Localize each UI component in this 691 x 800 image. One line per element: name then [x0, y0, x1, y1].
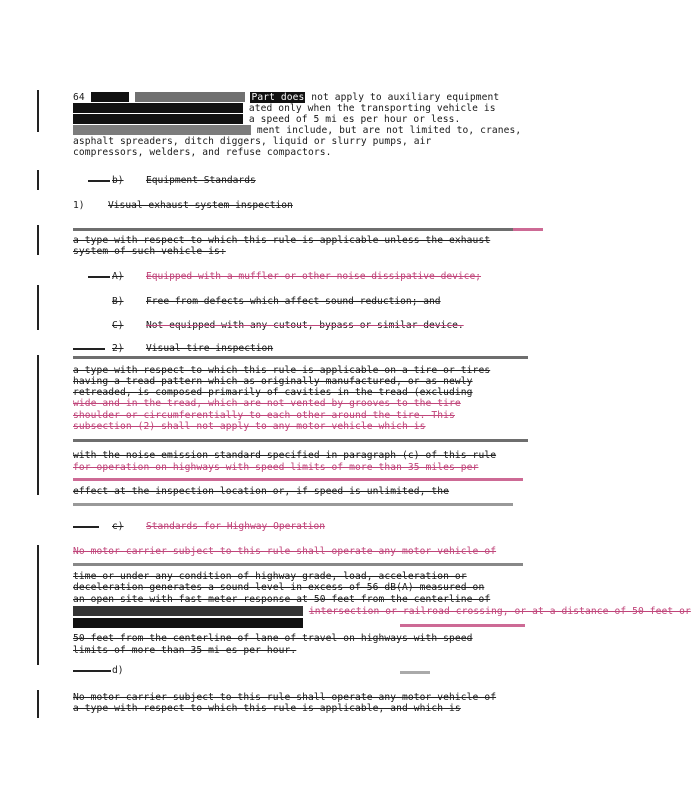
- revision-bar: [37, 225, 39, 255]
- paragraph-line: with the noise emission standard specified in paragraph (c) of this rule: [73, 450, 497, 461]
- page-number: 64: [73, 92, 85, 103]
- section-b-title: Equipment Standards: [146, 175, 256, 186]
- paragraph-line: shoulder or circumferentially to each other around the tire. This: [73, 410, 455, 421]
- redaction-block: [73, 114, 243, 124]
- section-dash: [73, 670, 111, 672]
- revision-bar: [37, 285, 39, 330]
- revision-bar: [37, 355, 39, 495]
- smeared-text-line: [73, 478, 523, 481]
- paragraph-line: No motor carrier subject to this rule shall operate any motor vehicle of: [73, 692, 497, 703]
- page-number-line: [73, 92, 499, 103]
- smeared-text-line: [73, 439, 528, 442]
- paragraph-line: a type with respect to which this rule is applicable unless the exhaust: [73, 235, 491, 246]
- redaction-block: [73, 103, 243, 113]
- paragraph-line: ment include, but are not limited to, cranes,: [73, 125, 521, 136]
- paragraph-line: intersection or railroad crossing, or at a distance of 50 feet or: [73, 606, 691, 617]
- paragraph-line: an open site with fast meter response at 50 feet from the centerline of: [73, 594, 491, 605]
- section-c-title: Standards for Highway Operation: [146, 521, 326, 532]
- paragraph-line: asphalt spreaders, ditch diggers, liquid or slurry pumps, air: [73, 136, 432, 147]
- paragraph-line: having a tread pattern which as originally manufactured, or as newly: [73, 376, 473, 387]
- section-b-marker: b): [112, 175, 124, 186]
- paragraph-line: ated only when the transporting vehicle is: [73, 103, 496, 114]
- redaction-block: [73, 606, 303, 616]
- paragraph-line: subsection (2) shall not apply to any motor vehicle which is: [73, 421, 426, 432]
- item-c-text: Not equipped with any cutout, bypass or similar device.: [146, 320, 464, 331]
- smeared-text-line: [73, 356, 528, 359]
- smeared-text-line: [73, 563, 523, 566]
- paragraph-line: retreaded, is composed primarily of cavities in the tread (excluding: [73, 387, 473, 398]
- revision-bar: [37, 690, 39, 718]
- paragraph-line: No motor carrier subject to this rule shall operate any motor vehicle of: [73, 546, 497, 557]
- section-2-marker: 2): [112, 343, 124, 354]
- paragraph-line: effect at the inspection location or, if speed is unlimited, the: [73, 486, 450, 497]
- paragraph-line: not apply to auxiliary equipment: [311, 92, 500, 103]
- paragraph-line: for operation on highways with speed limits of more than 35 miles per: [73, 462, 479, 473]
- section-1-marker: 1): [73, 200, 85, 211]
- paragraph-line: wide and in the tread, which are not vented by grooves to the tire: [73, 398, 461, 409]
- item-a-text: Equipped with a muffler or other noise dissipative device;: [146, 271, 482, 282]
- section-dash: [73, 348, 105, 350]
- item-b-text: Free from defects which affect sound reduction; and: [146, 296, 441, 307]
- item-b-marker: B): [112, 296, 124, 307]
- paragraph-line: time or under any condition of highway grade, load, acceleration or: [73, 571, 467, 582]
- section-d-marker: d): [112, 665, 124, 676]
- section-c-marker: c): [112, 521, 124, 532]
- paragraph-line: a type with respect to which this rule is applicable, and which is: [73, 703, 461, 714]
- section-dash: [73, 526, 99, 528]
- paragraph-line: deceleration generates a sound level in excess of 56 dB(A) measured on: [73, 582, 485, 593]
- paragraph-line: a speed of 5 mi es per hour or less.: [73, 114, 460, 125]
- smeared-text-line: [73, 228, 513, 231]
- item-c-marker: C): [112, 320, 124, 331]
- smeared-text-line: [400, 624, 525, 627]
- section-2-title: Visual tire inspection: [146, 343, 274, 354]
- redaction-block: [73, 618, 303, 628]
- paragraph-line: [73, 618, 303, 629]
- smeared-text-line: [73, 503, 513, 506]
- paragraph-line: 50 feet from the centerline of lane of travel on highways with speed: [73, 633, 473, 644]
- paragraph-line: compressors, welders, and refuse compactors.: [73, 147, 332, 158]
- redaction-block: [91, 92, 129, 102]
- item-a-marker: A): [112, 271, 124, 282]
- redaction-block: [73, 125, 251, 135]
- section-dash: [88, 180, 110, 182]
- paragraph-line: limits of more than 35 mi es per hour.: [73, 645, 297, 656]
- item-dash: [88, 276, 110, 278]
- revision-bar: [37, 170, 39, 190]
- paragraph-line: system of such vehicle is:: [73, 246, 226, 257]
- redaction-block: [135, 92, 245, 102]
- highlight-mark: Part does: [251, 92, 305, 103]
- revision-bar: [37, 545, 39, 665]
- smeared-text-line: [513, 228, 543, 231]
- section-1-title: Visual exhaust system inspection: [108, 200, 293, 211]
- paragraph-line: a type with respect to which this rule is applicable on a tire or tires: [73, 365, 491, 376]
- revision-bar: [37, 90, 39, 132]
- smeared-text-line: [400, 671, 430, 674]
